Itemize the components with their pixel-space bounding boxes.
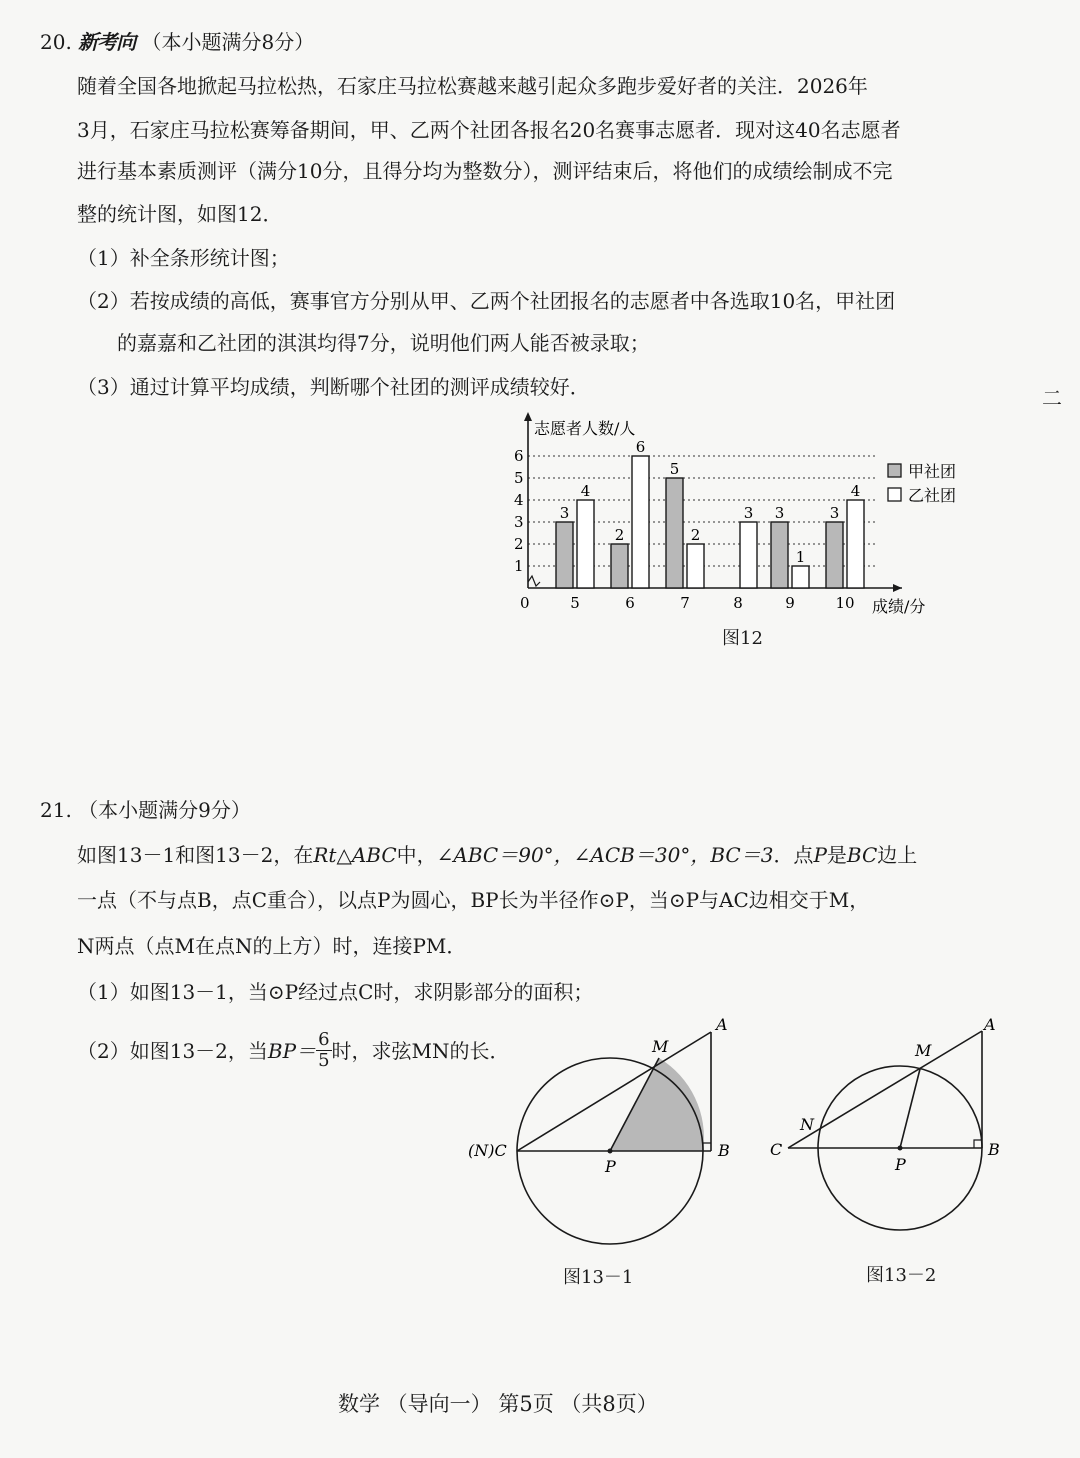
q21-line-1-g: 是 [826,843,847,867]
figure-13-2-caption: 图13－2 [866,1265,937,1286]
label-b: B [718,1141,730,1160]
bar-yi [792,566,809,588]
segment-pm [900,1069,920,1148]
bar-yi-value-label: 2 [690,526,701,544]
bar-yi [847,500,864,588]
legend-label-jia: 甲社团 [908,462,957,481]
label-c: C [770,1140,783,1159]
legend-swatch-jia [888,464,901,477]
q21-line-1-e: ．点 [773,843,814,867]
q20-intro-line-1: 随着全国各地掀起马拉松热，石家庄马拉松赛越来越引起众多跑步爱好者的关注．2026年 [77,74,868,98]
bar-yi [632,456,649,588]
right-angle-mark [974,1140,982,1148]
q20-intro-line-4: 整的统计图，如图12． [77,202,283,226]
page-footer: 数学 （导向一） 第5页 （共8页） [338,1392,658,1416]
axis-break-mark [528,576,540,586]
q21-line-1-triangle: Rt△ABC [313,843,397,867]
q21-sub2-bp: BP＝ [267,1038,317,1063]
label-m: M [915,1041,932,1060]
q21-line-1-point-p: P [813,843,827,867]
bar-jia [611,544,628,588]
q20-subquestion-3: （3）通过计算平均成绩，判断哪个社团的测评成绩较好． [77,375,590,399]
label-a: A [716,1015,728,1034]
bar-yi-value-label: 4 [850,482,861,500]
q20-number: 20. [40,30,72,54]
q20-intro-line-3: 进行基本素质测评（满分10分，且得分均为整数分），测评结束后，将他们的成绩绘制成不完 [77,159,893,183]
x-tick-label: 6 [625,594,635,612]
q21-line-1-c: 中， [396,843,437,867]
label-a: A [984,1015,996,1034]
bar-jia-value-label: 3 [559,504,570,522]
bar-jia-value-label: 2 [614,526,625,544]
figure-13-2 [760,1010,1040,1260]
origin-label: 0 [520,594,530,612]
q21-line-1-a: 如图13－1和图13－2，在 [77,843,314,867]
figure-12-caption: 图12 [722,628,763,649]
q21-line-1-i: 边上 [877,843,918,867]
label-m: M [652,1037,669,1056]
point-p-dot [608,1149,613,1154]
y-tick-label: 1 [514,557,524,575]
legend-swatch-yi [888,488,901,501]
y-axis-arrow [524,412,532,421]
y-tick-label: 4 [514,491,524,509]
bar-yi [577,500,594,588]
x-tick-label: 5 [570,594,580,612]
bar-yi [687,544,704,588]
side-margin-mark: 二 [1042,386,1062,410]
q20-subquestion-2-line-1: （2）若按成绩的高低，赛事官方分别从甲、乙两个社团报名的志愿者中各选取10名，甲社团 [77,289,896,313]
x-tick-label: 8 [733,594,743,612]
fraction-six-fifths [316,1030,331,1071]
bar-jia [666,478,683,588]
x-axis-title: 成绩/分 [872,597,926,616]
y-tick-label: 5 [514,469,524,487]
q20-intro-line-2: 3月，石家庄马拉松赛筹备期间，甲、乙两个社团各报名20名赛事志愿者．现对这40名志愿者 [77,118,901,142]
q21-points-note: （本小题满分9分） [78,798,251,822]
bar-yi-value-label: 3 [743,504,754,522]
fraction-numerator: 6 [318,1029,330,1050]
q21-number: 21. [40,798,72,822]
q21-line-1-bc: BC [846,843,878,867]
q20-header [40,30,314,54]
legend-label-yi: 乙社团 [908,486,957,505]
bar-jia-value-label: 3 [774,504,785,522]
q20-subquestion-1: （1）补全条形统计图； [77,246,290,270]
y-tick-label: 2 [514,535,524,553]
y-tick-label: 6 [514,447,524,465]
q21-subquestion-2 [77,1030,510,1071]
q21-line-3: N两点（点M在点N的上方）时，连接PM． [77,934,467,958]
fraction-denominator: 5 [318,1050,330,1071]
bar-jia [826,522,843,588]
x-tick-label: 9 [785,594,795,612]
label-b: B [988,1140,1000,1159]
q21-line-1 [77,843,917,867]
q21-subquestion-1: （1）如图13－1，当⊙P经过点C时，求阴影部分的面积； [77,980,594,1004]
label-p: P [605,1157,616,1176]
y-axis-title: 志愿者人数/人 [534,419,636,438]
bar-yi-value-label: 6 [635,438,646,456]
q20-subquestion-2-line-2: 的嘉嘉和乙社团的淇淇均得7分，说明他们两人能否被录取； [117,331,650,355]
bar-jia [771,522,788,588]
q21-sub2-pre: （2）如图13－2，当 [77,1038,268,1063]
figure-13-1 [460,1010,750,1260]
bar-jia-value-label: 5 [669,460,680,478]
x-axis-arrow [893,584,902,592]
bar-jia-value-label: 3 [829,504,840,522]
bar-jia [556,522,573,588]
point-p-dot [898,1146,903,1151]
q21-line-2: 一点（不与点B，点C重合），以点P为圆心，BP长为半径作⊙P，当⊙P与AC边相交于M， [77,888,870,912]
q20-points-note: （本小题满分8分） [141,30,315,54]
figure-13-1-caption: 图13－1 [563,1267,634,1288]
label-p: P [895,1155,906,1174]
q21-line-1-angles: ∠ABC＝90°，∠ACB＝30°，BC＝3 [436,843,774,867]
label-n: N [800,1115,814,1134]
bar-yi [740,522,757,588]
bar-yi-value-label: 1 [795,548,806,566]
label-n-c: (N)C [468,1141,507,1160]
x-tick-label: 10 [835,594,855,612]
bar-yi-value-label: 4 [580,482,591,500]
segment-ca [788,1031,982,1148]
x-tick-label: 7 [680,594,690,612]
q21-sub2-post: 时，求弦MN的长． [331,1038,510,1063]
figure-12-bar-chart [490,408,990,648]
y-tick-label: 3 [514,513,524,531]
right-angle-mark [703,1143,711,1151]
new-direction-stamp: 新考向 [78,30,136,54]
q21-header [40,798,251,822]
